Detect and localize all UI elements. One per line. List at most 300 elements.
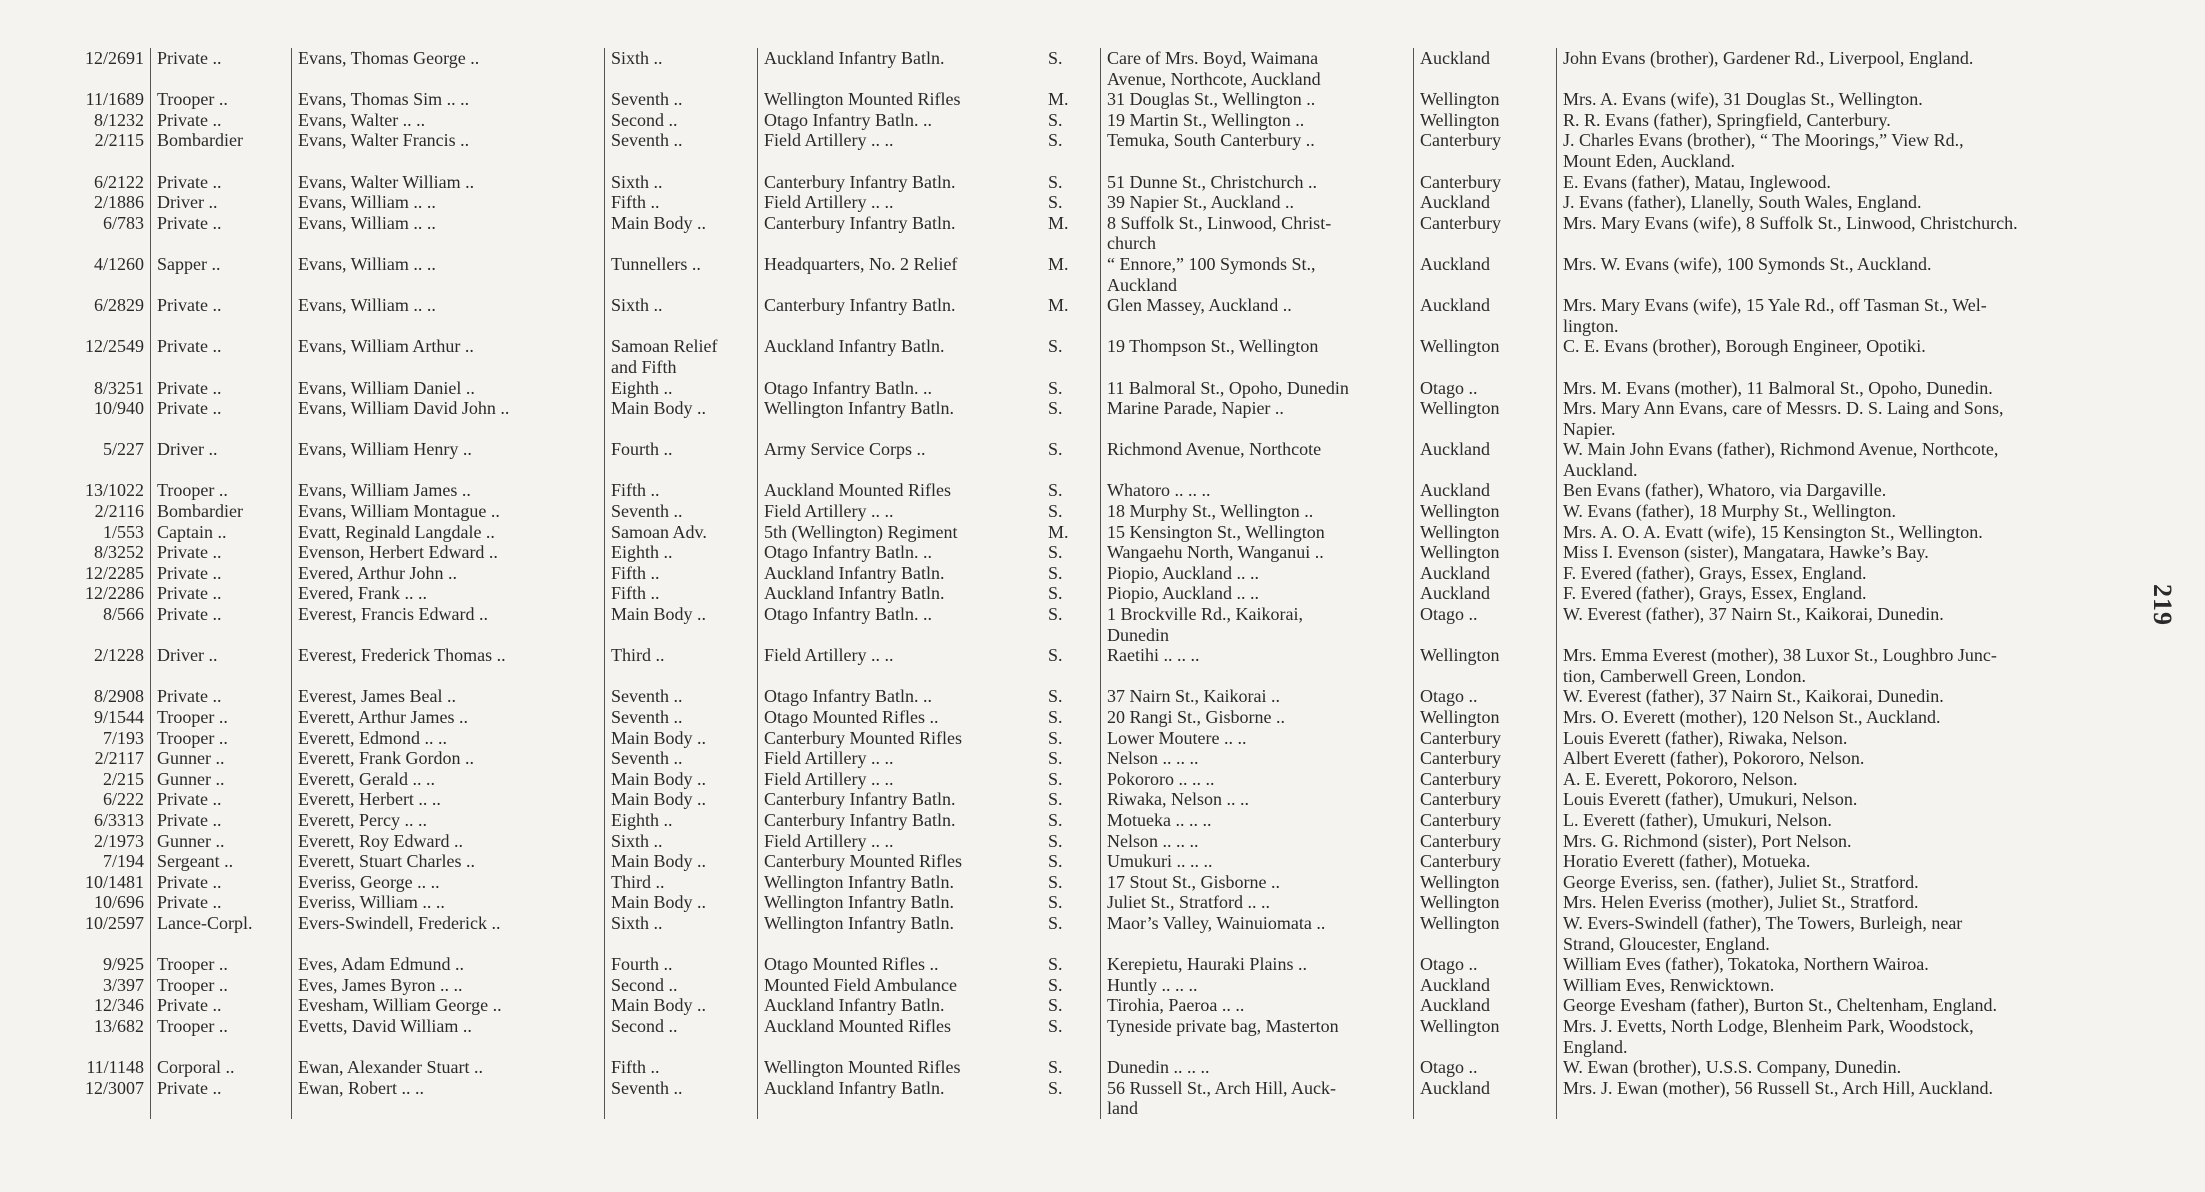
- marital-status: S.: [1048, 562, 1063, 583]
- address: 37 Nairn St., Kaikorai ..: [1101, 686, 1414, 707]
- rank: Private ..: [151, 110, 292, 131]
- marital-status: S.: [1048, 171, 1063, 192]
- draft: Seventh ..: [605, 707, 758, 728]
- regimental-number: 12/2286: [84, 583, 144, 604]
- marital-status: S.: [1048, 377, 1063, 398]
- unit: Otago Infantry Batln. ..: [758, 604, 1043, 645]
- unit: Wellington Infantry Batln.: [758, 892, 1043, 913]
- soldier-name: Ewan, Alexander Stuart ..: [292, 1057, 605, 1078]
- address: Nelson .. .. ..: [1101, 831, 1414, 852]
- military-district: Wellington: [1414, 501, 1557, 522]
- address: 11 Balmoral St., Opoho, Dunedin: [1101, 378, 1414, 399]
- soldier-name: Evans, Thomas Sim .. ..: [292, 89, 605, 110]
- draft: Seventh ..: [605, 748, 758, 769]
- regimental-number: 12/2285: [84, 562, 144, 583]
- draft: Samoan Relief and Fifth: [605, 336, 758, 377]
- draft: Third ..: [605, 645, 758, 686]
- marital-status: S.: [1048, 851, 1063, 872]
- draft: Second ..: [605, 1016, 758, 1057]
- unit: Field Artillery .. ..: [758, 645, 1043, 686]
- rank: Sergeant ..: [151, 851, 292, 872]
- next-of-kin: R. R. Evans (father), Springfield, Canterbury.: [1557, 110, 2130, 131]
- table-row: [30, 604, 2129, 645]
- rank: Private ..: [151, 48, 292, 89]
- marital-status: M.: [1048, 212, 1069, 233]
- next-of-kin: Mrs. Helen Everiss (mother), Juliet St., Stratford.: [1557, 892, 2130, 913]
- table-row: [30, 172, 2129, 193]
- unit: Auckland Mounted Rifles: [758, 1016, 1043, 1057]
- regimental-number: 6/3313: [93, 809, 144, 830]
- table-row: [30, 707, 2129, 728]
- draft: Sixth ..: [605, 48, 758, 89]
- table-row: [30, 130, 2129, 171]
- military-district: Auckland: [1414, 563, 1557, 584]
- military-district: Canterbury: [1414, 172, 1557, 193]
- table-row: [30, 110, 2129, 131]
- table-row: [30, 645, 2129, 686]
- soldier-name: Evans, Walter William ..: [292, 172, 605, 193]
- next-of-kin: Mrs. J. Ewan (mother), 56 Russell St., Arch Hill, Auckland.: [1557, 1078, 2130, 1119]
- draft: Main Body ..: [605, 398, 758, 439]
- military-district: Canterbury: [1414, 851, 1557, 872]
- regimental-number: 5/227: [102, 439, 144, 460]
- table-row: [30, 954, 2129, 975]
- draft: Third ..: [605, 872, 758, 893]
- table-row: [30, 892, 2129, 913]
- rank: Trooper ..: [151, 1016, 292, 1057]
- marital-status: S.: [1048, 727, 1063, 748]
- next-of-kin: J. Evans (father), Llanelly, South Wales, England.: [1557, 192, 2130, 213]
- marital-status: S.: [1048, 830, 1063, 851]
- soldier-name: Evans, William Daniel ..: [292, 378, 605, 399]
- regimental-number: 12/3007: [84, 1077, 144, 1098]
- regimental-number: 9/925: [102, 954, 144, 975]
- military-district: Otago ..: [1414, 378, 1557, 399]
- military-district: Canterbury: [1414, 130, 1557, 171]
- soldier-name: Evans, William James ..: [292, 480, 605, 501]
- next-of-kin: F. Evered (father), Grays, Essex, England.: [1557, 563, 2130, 584]
- unit: Field Artillery .. ..: [758, 748, 1043, 769]
- next-of-kin: E. Evans (father), Matau, Inglewood.: [1557, 172, 2130, 193]
- table-row: [30, 398, 2129, 439]
- unit: Auckland Infantry Batln.: [758, 1078, 1043, 1119]
- regimental-number: 3/397: [102, 974, 144, 995]
- rank: Private ..: [151, 810, 292, 831]
- marital-status: S.: [1048, 1057, 1063, 1078]
- nominal-roll-table: [30, 48, 2129, 1119]
- draft: Main Body ..: [605, 769, 758, 790]
- rank: Private ..: [151, 336, 292, 377]
- table-row: [30, 1016, 2129, 1057]
- regimental-number: 2/1228: [93, 645, 144, 666]
- rank: Trooper ..: [151, 707, 292, 728]
- draft: Tunnellers ..: [605, 254, 758, 295]
- unit: Field Artillery .. ..: [758, 192, 1043, 213]
- regimental-number: 6/783: [102, 212, 144, 233]
- unit: Canterbury Mounted Rifles: [758, 851, 1043, 872]
- unit: Otago Mounted Rifles ..: [758, 707, 1043, 728]
- marital-status: M.: [1048, 295, 1069, 316]
- draft: Samoan Adv.: [605, 522, 758, 543]
- address: Dunedin .. .. ..: [1101, 1057, 1414, 1078]
- unit: Wellington Mounted Rifles: [758, 89, 1043, 110]
- rank: Gunner ..: [151, 748, 292, 769]
- draft: Main Body ..: [605, 892, 758, 913]
- military-district: Auckland: [1414, 480, 1557, 501]
- regimental-number: 10/696: [93, 892, 144, 913]
- regimental-number: 2/1886: [93, 192, 144, 213]
- regimental-number: 6/2122: [93, 171, 144, 192]
- soldier-name: Evesham, William George ..: [292, 995, 605, 1016]
- draft: Fourth ..: [605, 439, 758, 480]
- marital-status: S.: [1048, 912, 1063, 933]
- soldier-name: Evans, William .. ..: [292, 295, 605, 336]
- address: Whatoro .. .. ..: [1101, 480, 1414, 501]
- draft: Fifth ..: [605, 480, 758, 501]
- rank: Private ..: [151, 398, 292, 439]
- regimental-number: 2/2115: [94, 130, 144, 151]
- soldier-name: Evans, William .. ..: [292, 192, 605, 213]
- next-of-kin: Mrs. O. Everett (mother), 120 Nelson St., Auckland.: [1557, 707, 2130, 728]
- address: 19 Thompson St., Wellington: [1101, 336, 1414, 377]
- military-district: Wellington: [1414, 110, 1557, 131]
- address: Care of Mrs. Boyd, Waimana Avenue, Northcote, Auckland: [1101, 48, 1414, 89]
- unit: Auckland Infantry Batln.: [758, 336, 1043, 377]
- table-row: [30, 1078, 2129, 1119]
- unit: Auckland Mounted Rifles: [758, 480, 1043, 501]
- regimental-number: 11/1148: [86, 1057, 144, 1078]
- unit: Wellington Infantry Batln.: [758, 872, 1043, 893]
- soldier-name: Everett, Gerald .. ..: [292, 769, 605, 790]
- unit: Field Artillery .. ..: [758, 769, 1043, 790]
- unit: Canterbury Mounted Rifles: [758, 728, 1043, 749]
- military-district: Wellington: [1414, 336, 1557, 377]
- address: Glen Massey, Auckland ..: [1101, 295, 1414, 336]
- unit: Field Artillery .. ..: [758, 130, 1043, 171]
- address: 17 Stout St., Gisborne ..: [1101, 872, 1414, 893]
- next-of-kin: Mrs. Emma Everest (mother), 38 Luxor St., Loughbro Junc- tion, Camberwell Green, London.: [1557, 645, 2130, 686]
- soldier-name: Everest, Frederick Thomas ..: [292, 645, 605, 686]
- next-of-kin: Mrs. J. Evetts, North Lodge, Blenheim Park, Woodstock, England.: [1557, 1016, 2130, 1057]
- marital-status: S.: [1048, 707, 1063, 727]
- next-of-kin: Miss I. Evenson (sister), Mangatara, Hawke’s Bay.: [1557, 542, 2130, 563]
- unit: Mounted Field Ambulance: [758, 975, 1043, 996]
- address: Raetihi .. .. ..: [1101, 645, 1414, 686]
- soldier-name: Everett, Percy .. ..: [292, 810, 605, 831]
- soldier-name: Evetts, David William ..: [292, 1016, 605, 1057]
- regimental-number: 13/1022: [84, 480, 144, 501]
- regimental-number: 12/2691: [84, 48, 144, 68]
- address: Riwaka, Nelson .. ..: [1101, 789, 1414, 810]
- military-district: Auckland: [1414, 975, 1557, 996]
- military-district: Wellington: [1414, 913, 1557, 954]
- unit: Otago Mounted Rifles ..: [758, 954, 1043, 975]
- draft: Seventh ..: [605, 686, 758, 707]
- table-row: [30, 542, 2129, 563]
- unit: Otago Infantry Batln. ..: [758, 110, 1043, 131]
- military-district: Canterbury: [1414, 810, 1557, 831]
- address: 20 Rangi St., Gisborne ..: [1101, 707, 1414, 728]
- soldier-name: Evered, Frank .. ..: [292, 583, 605, 604]
- next-of-kin: J. Charles Evans (brother), “ The Moorings,” View Rd., Mount Eden, Auckland.: [1557, 130, 2130, 171]
- address: Umukuri .. .. ..: [1101, 851, 1414, 872]
- draft: Sixth ..: [605, 913, 758, 954]
- rank: Private ..: [151, 1078, 292, 1119]
- rank: Private ..: [151, 892, 292, 913]
- marital-status: M.: [1048, 89, 1069, 110]
- draft: Fifth ..: [605, 1057, 758, 1078]
- draft: Sixth ..: [605, 172, 758, 193]
- marital-status: S.: [1048, 192, 1063, 213]
- address: 51 Dunne St., Christchurch ..: [1101, 172, 1414, 193]
- regimental-number: 7/193: [102, 727, 144, 748]
- table-row: [30, 728, 2129, 749]
- rank: Sapper ..: [151, 254, 292, 295]
- soldier-name: Eves, Adam Edmund ..: [292, 954, 605, 975]
- marital-status: S.: [1048, 768, 1063, 789]
- military-district: Auckland: [1414, 995, 1557, 1016]
- address: Juliet St., Stratford .. ..: [1101, 892, 1414, 913]
- draft: Seventh ..: [605, 89, 758, 110]
- regimental-number: 6/222: [102, 789, 144, 810]
- draft: Sixth ..: [605, 831, 758, 852]
- regimental-number: 8/2908: [93, 686, 144, 707]
- rank: Private ..: [151, 789, 292, 810]
- address: Richmond Avenue, Northcote: [1101, 439, 1414, 480]
- address: Pokororo .. .. ..: [1101, 769, 1414, 790]
- table-row: [30, 522, 2129, 543]
- military-district: Canterbury: [1414, 769, 1557, 790]
- draft: Eighth ..: [605, 542, 758, 563]
- next-of-kin: Mrs. A. Evans (wife), 31 Douglas St., Wellington.: [1557, 89, 2130, 110]
- unit: Auckland Infantry Batln.: [758, 995, 1043, 1016]
- military-district: Canterbury: [1414, 789, 1557, 810]
- soldier-name: Everest, Francis Edward ..: [292, 604, 605, 645]
- soldier-name: Evans, William David John ..: [292, 398, 605, 439]
- soldier-name: Everest, James Beal ..: [292, 686, 605, 707]
- rank: Private ..: [151, 583, 292, 604]
- rank: Driver ..: [151, 192, 292, 213]
- soldier-name: Everett, Edmond .. ..: [292, 728, 605, 749]
- draft: Second ..: [605, 110, 758, 131]
- table-row: [30, 748, 2129, 769]
- regimental-number: 9/1544: [93, 707, 144, 727]
- military-district: Wellington: [1414, 872, 1557, 893]
- marital-status: S.: [1048, 130, 1063, 151]
- military-district: Otago ..: [1414, 686, 1557, 707]
- next-of-kin: W. Everest (father), 37 Nairn St., Kaikorai, Dunedin.: [1557, 686, 2130, 707]
- rank: Gunner ..: [151, 769, 292, 790]
- marital-status: S.: [1048, 501, 1063, 522]
- unit: Field Artillery .. ..: [758, 501, 1043, 522]
- soldier-name: Evans, William Montague ..: [292, 501, 605, 522]
- soldier-name: Evans, Walter Francis ..: [292, 130, 605, 171]
- draft: Main Body ..: [605, 728, 758, 749]
- soldier-name: Everett, Arthur James ..: [292, 707, 605, 728]
- rank: Private ..: [151, 686, 292, 707]
- draft: Second ..: [605, 975, 758, 996]
- address: 39 Napier St., Auckland ..: [1101, 192, 1414, 213]
- draft: Main Body ..: [605, 851, 758, 872]
- rank: Private ..: [151, 213, 292, 254]
- soldier-name: Evans, William Henry ..: [292, 439, 605, 480]
- regimental-number: 2/215: [102, 768, 144, 789]
- table-row: [30, 975, 2129, 996]
- next-of-kin: Mrs. G. Richmond (sister), Port Nelson.: [1557, 831, 2130, 852]
- marital-status: S.: [1048, 789, 1063, 810]
- military-district: Wellington: [1414, 645, 1557, 686]
- regimental-number: 13/682: [93, 1015, 144, 1036]
- address: 19 Martin St., Wellington ..: [1101, 110, 1414, 131]
- soldier-name: Ewan, Robert .. ..: [292, 1078, 605, 1119]
- regimental-number: 8/566: [102, 604, 144, 625]
- next-of-kin: Albert Everett (father), Pokororo, Nelson.: [1557, 748, 2130, 769]
- next-of-kin: W. Ewan (brother), U.S.S. Company, Dunedin.: [1557, 1057, 2130, 1078]
- draft: Eighth ..: [605, 810, 758, 831]
- table-row: [30, 1057, 2129, 1078]
- rank: Private ..: [151, 172, 292, 193]
- rank: Trooper ..: [151, 975, 292, 996]
- unit: Canterbury Infantry Batln.: [758, 810, 1043, 831]
- rank: Trooper ..: [151, 89, 292, 110]
- marital-status: S.: [1048, 604, 1063, 625]
- rank: Private ..: [151, 295, 292, 336]
- regimental-number: 2/1973: [93, 830, 144, 851]
- marital-status: M.: [1048, 521, 1069, 542]
- military-district: Wellington: [1414, 1016, 1557, 1057]
- unit: Canterbury Infantry Batln.: [758, 295, 1043, 336]
- marital-status: S.: [1048, 398, 1063, 419]
- unit: Otago Infantry Batln. ..: [758, 542, 1043, 563]
- military-district: Otago ..: [1414, 604, 1557, 645]
- rank: Private ..: [151, 604, 292, 645]
- address: 1 Brockville Rd., Kaikorai, Dunedin: [1101, 604, 1414, 645]
- rank: Corporal ..: [151, 1057, 292, 1078]
- marital-status: S.: [1048, 995, 1063, 1016]
- military-district: Auckland: [1414, 192, 1557, 213]
- regimental-number: 2/2116: [94, 501, 144, 522]
- unit: Army Service Corps ..: [758, 439, 1043, 480]
- military-district: Auckland: [1414, 48, 1557, 89]
- table-row: [30, 789, 2129, 810]
- regimental-number: 2/2117: [94, 748, 144, 769]
- regimental-number: 8/3251: [93, 377, 144, 398]
- military-district: Canterbury: [1414, 213, 1557, 254]
- next-of-kin: Mrs. Mary Evans (wife), 15 Yale Rd., off Tasman St., Wel- lington.: [1557, 295, 2130, 336]
- roll-body: [30, 48, 2129, 1119]
- table-row: [30, 810, 2129, 831]
- rank: Private ..: [151, 563, 292, 584]
- address: 18 Murphy St., Wellington ..: [1101, 501, 1414, 522]
- marital-status: S.: [1048, 686, 1063, 707]
- table-row: [30, 583, 2129, 604]
- address: Motueka .. .. ..: [1101, 810, 1414, 831]
- next-of-kin: W. Main John Evans (father), Richmond Avenue, Northcote, Auckland.: [1557, 439, 2130, 480]
- rank: Private ..: [151, 995, 292, 1016]
- soldier-name: Evans, William .. ..: [292, 254, 605, 295]
- draft: Fifth ..: [605, 563, 758, 584]
- marital-status: S.: [1048, 954, 1063, 975]
- rank: Trooper ..: [151, 954, 292, 975]
- next-of-kin: Mrs. W. Evans (wife), 100 Symonds St., Auckland.: [1557, 254, 2130, 295]
- military-district: Canterbury: [1414, 748, 1557, 769]
- table-row: [30, 48, 2129, 89]
- next-of-kin: W. Evers-Swindell (father), The Towers, Burleigh, near Strand, Gloucester, England.: [1557, 913, 2130, 954]
- address: Tirohia, Paeroa .. ..: [1101, 995, 1414, 1016]
- address: Marine Parade, Napier ..: [1101, 398, 1414, 439]
- military-district: Auckland: [1414, 583, 1557, 604]
- unit: Headquarters, No. 2 Relief: [758, 254, 1043, 295]
- military-district: Otago ..: [1414, 954, 1557, 975]
- address: Wangaehu North, Wanganui ..: [1101, 542, 1414, 563]
- marital-status: S.: [1048, 892, 1063, 913]
- address: Huntly .. .. ..: [1101, 975, 1414, 996]
- draft: Seventh ..: [605, 501, 758, 522]
- table-row: [30, 563, 2129, 584]
- unit: 5th (Wellington) Regiment: [758, 522, 1043, 543]
- draft: Seventh ..: [605, 1078, 758, 1119]
- marital-status: S.: [1048, 871, 1063, 892]
- rank: Driver ..: [151, 439, 292, 480]
- regimental-number: 12/2549: [84, 336, 144, 357]
- next-of-kin: Louis Everett (father), Riwaka, Nelson.: [1557, 728, 2130, 749]
- marital-status: S.: [1048, 809, 1063, 830]
- marital-status: M.: [1048, 253, 1069, 274]
- rank: Driver ..: [151, 645, 292, 686]
- table-row: [30, 501, 2129, 522]
- address: Nelson .. .. ..: [1101, 748, 1414, 769]
- rank: Private ..: [151, 378, 292, 399]
- address: Temuka, South Canterbury ..: [1101, 130, 1414, 171]
- marital-status: S.: [1048, 336, 1063, 357]
- address: Piopio, Auckland .. ..: [1101, 583, 1414, 604]
- next-of-kin: W. Evans (father), 18 Murphy St., Wellington.: [1557, 501, 2130, 522]
- table-row: [30, 851, 2129, 872]
- military-district: Wellington: [1414, 892, 1557, 913]
- draft: Main Body ..: [605, 789, 758, 810]
- soldier-name: Evans, William .. ..: [292, 213, 605, 254]
- soldier-name: Evans, Walter .. ..: [292, 110, 605, 131]
- unit: Field Artillery .. ..: [758, 831, 1043, 852]
- marital-status: S.: [1048, 48, 1063, 68]
- rank: Private ..: [151, 542, 292, 563]
- draft: Main Body ..: [605, 995, 758, 1016]
- table-row: [30, 336, 2129, 377]
- unit: Otago Infantry Batln. ..: [758, 378, 1043, 399]
- next-of-kin: L. Everett (father), Umukuri, Nelson.: [1557, 810, 2130, 831]
- military-district: Canterbury: [1414, 831, 1557, 852]
- table-row: [30, 480, 2129, 501]
- soldier-name: Everett, Herbert .. ..: [292, 789, 605, 810]
- soldier-name: Everett, Frank Gordon ..: [292, 748, 605, 769]
- table-row: [30, 913, 2129, 954]
- table-row: [30, 192, 2129, 213]
- draft: Eighth ..: [605, 378, 758, 399]
- next-of-kin: Mrs. M. Evans (mother), 11 Balmoral St., Opoho, Dunedin.: [1557, 378, 2130, 399]
- address: Lower Moutere .. ..: [1101, 728, 1414, 749]
- next-of-kin: William Eves (father), Tokatoka, Northern Wairoa.: [1557, 954, 2130, 975]
- unit: Auckland Infantry Batln.: [758, 583, 1043, 604]
- unit: Wellington Infantry Batln.: [758, 398, 1043, 439]
- marital-status: S.: [1048, 645, 1063, 666]
- soldier-name: Eves, James Byron .. ..: [292, 975, 605, 996]
- military-district: Auckland: [1414, 439, 1557, 480]
- soldier-name: Evans, Thomas George ..: [292, 48, 605, 89]
- next-of-kin: Mrs. Mary Evans (wife), 8 Suffolk St., Linwood, Christchurch.: [1557, 213, 2130, 254]
- military-district: Auckland: [1414, 295, 1557, 336]
- regimental-number: 10/2597: [84, 912, 144, 933]
- soldier-name: Evers-Swindell, Frederick ..: [292, 913, 605, 954]
